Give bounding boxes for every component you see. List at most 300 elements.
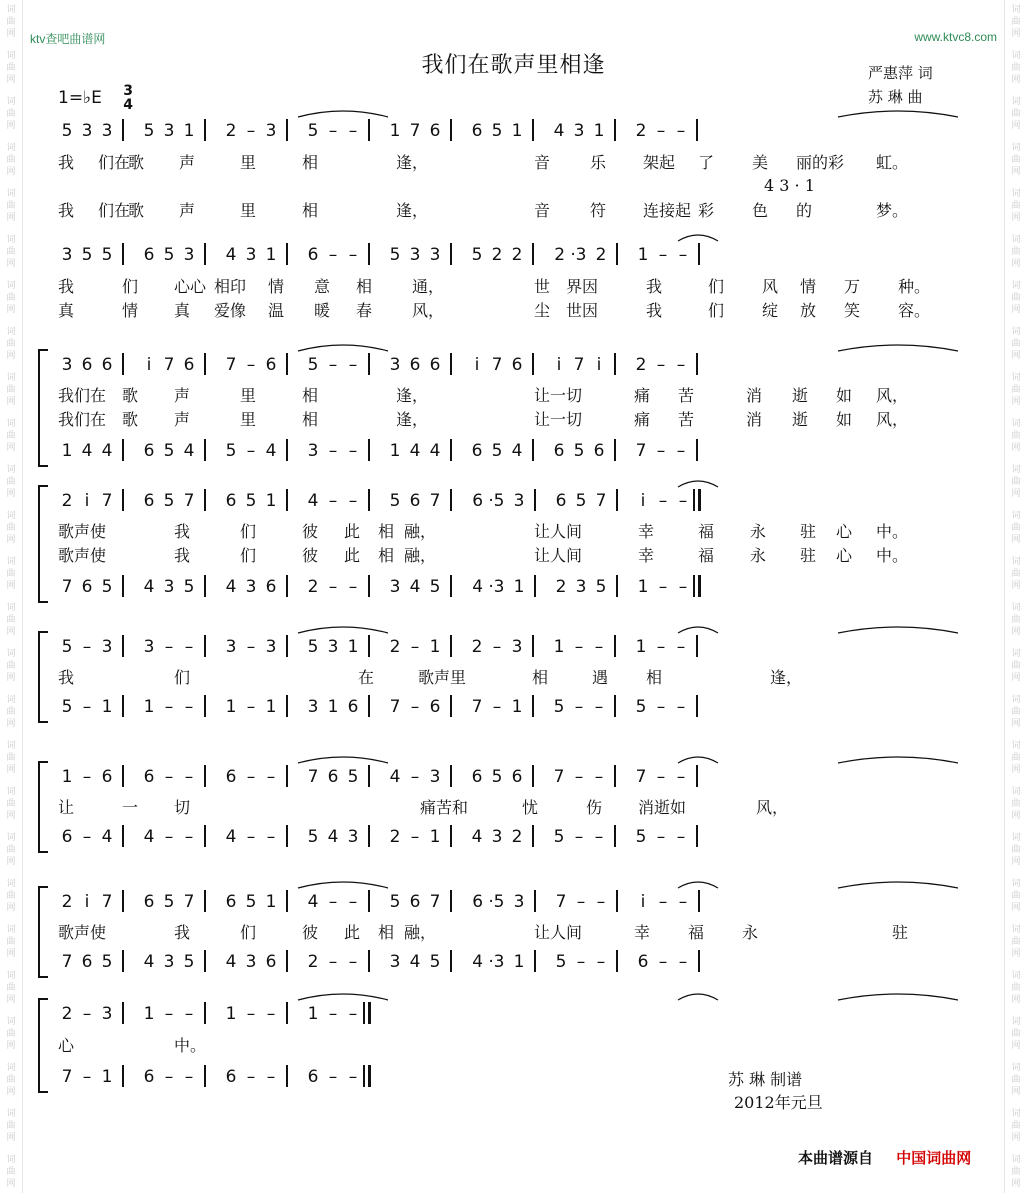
note: 6 <box>409 355 421 375</box>
barline <box>204 575 206 597</box>
watermark-text: 词 曲 网 <box>6 465 16 499</box>
dash-extend: – <box>348 245 358 265</box>
lyric-word: 苦 <box>678 410 695 429</box>
slur-arc <box>298 111 388 117</box>
note: 6 <box>225 491 237 511</box>
watermark-text: 词 曲 网 <box>1011 511 1021 545</box>
dash-extend: – <box>164 637 174 657</box>
note: 6 <box>471 441 483 461</box>
note: 1 <box>513 577 525 597</box>
lyric-word: 我们在 <box>58 410 107 429</box>
note: 4 <box>265 441 277 461</box>
time-bottom: 4 <box>123 97 133 113</box>
dash-extend: – <box>348 355 358 375</box>
note: 4 <box>511 441 523 461</box>
notation-row <box>58 697 970 715</box>
lyric-word: 们 <box>708 301 725 320</box>
watermark-text: 词 曲 网 <box>1011 879 1021 913</box>
note: 2 <box>307 952 319 972</box>
slur-arc <box>298 627 388 633</box>
lyric-word: 们 <box>240 923 257 942</box>
lyric-word: 消逝如 <box>638 798 687 817</box>
lyric-word: 里 <box>240 153 257 172</box>
watermark-text: 词 曲 网 <box>1011 833 1021 867</box>
dash-extend: – <box>656 697 666 717</box>
note: i <box>556 355 562 375</box>
note: 5 <box>493 892 505 912</box>
lyric-word: 在 <box>358 668 375 687</box>
note: 2 <box>555 577 567 597</box>
lyric-word: 我 <box>646 301 663 320</box>
dash-extend: – <box>658 577 668 597</box>
note: 4 <box>225 827 237 847</box>
lyric-word: 声 <box>174 410 191 429</box>
note: i <box>474 355 480 375</box>
note: 4 <box>327 827 339 847</box>
dash-extend: – <box>678 577 688 597</box>
note: 7 <box>183 491 195 511</box>
lyric-word: 逢， <box>396 410 429 429</box>
watermark-text: 词 曲 网 <box>1011 557 1021 591</box>
note: 6 · <box>472 491 494 511</box>
barline <box>286 575 288 597</box>
lyric-word: 容。 <box>898 301 931 320</box>
lyric-word: 永 <box>750 546 767 565</box>
lyric-word: 驻 <box>800 522 817 541</box>
lyric-word: 虹。 <box>876 153 909 172</box>
note: 2 <box>635 355 647 375</box>
note: 5 <box>389 892 401 912</box>
lyric-word: 痛 <box>634 410 651 429</box>
lyric-word: 相 <box>302 410 319 429</box>
lyric-word: 彼 <box>302 923 319 942</box>
slur-arc <box>298 345 388 351</box>
lyric-word: 们 <box>240 522 257 541</box>
note: 3 <box>511 637 523 657</box>
note: 7 <box>183 892 195 912</box>
note: 5 <box>101 952 113 972</box>
lyric-word: 中。 <box>174 1036 207 1055</box>
note: 7 <box>61 577 73 597</box>
lyric-word: 春 <box>356 301 373 320</box>
lyric-word: 丽的彩 <box>796 153 845 172</box>
barline <box>532 439 534 461</box>
note: 5 <box>61 121 73 141</box>
note: 6 <box>327 767 339 787</box>
lyric-word: 符 <box>590 201 607 220</box>
barline <box>698 950 700 972</box>
note: 4 <box>409 441 421 461</box>
dash-extend: – <box>348 577 358 597</box>
dash-extend: – <box>246 441 256 461</box>
note: 1 <box>389 121 401 141</box>
note: 3 <box>245 245 257 265</box>
barline <box>122 635 124 657</box>
barline <box>286 489 288 511</box>
lyric-word: 幸 <box>638 522 655 541</box>
watermark-text: 词 曲 网 <box>6 143 16 177</box>
lyric-word: 心 <box>58 1036 75 1055</box>
barline <box>286 765 288 787</box>
note: 2 <box>511 827 523 847</box>
dash-extend: – <box>594 637 604 657</box>
watermark-text: 词 曲 网 <box>6 327 16 361</box>
key-label: 1=♭E <box>58 88 102 108</box>
lyric-word: 风， <box>412 301 445 320</box>
notation-row <box>58 355 970 373</box>
lyric-word: 的 <box>796 201 813 220</box>
lyric-word: 我 <box>58 277 75 296</box>
note: 3 <box>101 637 113 657</box>
barline <box>122 489 124 511</box>
lyric-word: 彩 <box>698 201 715 220</box>
note: 3 <box>307 441 319 461</box>
watermark-text: 词 曲 网 <box>6 833 16 867</box>
lyric-word: 情 <box>122 301 139 320</box>
note: 3 <box>265 637 277 657</box>
lyric-word: 暖 <box>314 301 331 320</box>
lyric-line <box>58 543 970 563</box>
time-top: 3 <box>123 83 133 99</box>
note: 6 <box>143 892 155 912</box>
lyric-word: 永 <box>750 522 767 541</box>
note: 1 <box>511 697 523 717</box>
notation-row <box>58 441 970 459</box>
lyric-word: 心 <box>836 546 853 565</box>
watermark-text: 词 曲 网 <box>6 281 16 315</box>
dash-extend: – <box>328 1067 338 1087</box>
dash-extend: – <box>676 637 686 657</box>
barline <box>286 353 288 375</box>
dash-extend: – <box>678 245 688 265</box>
watermark-text: 词 曲 网 <box>1011 1017 1021 1051</box>
note: 7 <box>101 491 113 511</box>
note: 5 <box>307 637 319 657</box>
lyric-word: 笑 <box>844 301 861 320</box>
watermark-text: 词 曲 网 <box>1011 603 1021 637</box>
barline <box>450 765 452 787</box>
lyric-line <box>58 665 970 685</box>
slur-arc <box>838 994 958 1000</box>
watermark-text: 词 曲 网 <box>6 5 16 39</box>
note: 6 <box>101 767 113 787</box>
note: 5 <box>245 491 257 511</box>
note: 2 <box>307 577 319 597</box>
watermark-text: 词 曲 网 <box>1011 1063 1021 1097</box>
lyric-word: 我 <box>174 522 191 541</box>
note: 6 <box>511 355 523 375</box>
barline <box>696 695 698 717</box>
barline <box>534 950 536 972</box>
lyric-word: 世因 <box>566 301 599 320</box>
note: 3 <box>163 121 175 141</box>
dash-extend: – <box>82 1004 92 1024</box>
watermark-text: 词 曲 网 <box>6 603 16 637</box>
lyric-word: 伤 <box>586 798 603 817</box>
lyric-word: 此 <box>344 546 361 565</box>
note: 5 <box>491 441 503 461</box>
staff-bracket <box>38 349 48 467</box>
barline <box>368 353 370 375</box>
lyric-word: 心 <box>836 522 853 541</box>
lyric-word: 痛 <box>634 386 651 405</box>
notation-maker: 苏 琳 制谱 <box>728 1070 803 1089</box>
watermark-text: 词 曲 网 <box>6 1017 16 1051</box>
barline <box>286 243 288 265</box>
watermark-text: 词 曲 网 <box>6 925 16 959</box>
watermark-text: 词 曲 网 <box>1011 5 1021 39</box>
lyric-word: 尘 <box>534 301 551 320</box>
note: 1 <box>637 245 649 265</box>
note: 5 <box>491 121 503 141</box>
note: 5 <box>555 952 567 972</box>
note: 3 <box>225 637 237 657</box>
note: 5 <box>163 491 175 511</box>
barline <box>614 765 616 787</box>
note: 5 <box>307 355 319 375</box>
lyric-word: 歌声使 <box>58 522 107 541</box>
lyric-word: 忧 <box>522 798 539 817</box>
watermark-text: 词 曲 网 <box>6 419 16 453</box>
note: 5 <box>575 491 587 511</box>
note: 6 <box>429 121 441 141</box>
lyric-word: 种。 <box>898 277 931 296</box>
note: 3 <box>265 121 277 141</box>
watermark-text: 词 曲 网 <box>6 649 16 683</box>
lyric-word: 乐 <box>590 153 607 172</box>
note: 5 <box>635 697 647 717</box>
final-barline <box>698 489 701 511</box>
lyric-word: 此 <box>344 923 361 942</box>
slur-arc <box>678 757 718 763</box>
lyric-word: 相 <box>378 522 395 541</box>
lyric-word: 我 <box>174 923 191 942</box>
barline <box>614 695 616 717</box>
lyric-word: 融， <box>404 923 437 942</box>
dash-extend: – <box>184 1004 194 1024</box>
barline <box>696 635 698 657</box>
note: 5 <box>307 827 319 847</box>
watermark-text: 词 曲 网 <box>1011 741 1021 775</box>
dash-extend: – <box>266 767 276 787</box>
watermark-text: 词 曲 网 <box>6 97 16 131</box>
lyric-word: 让一切 <box>534 410 583 429</box>
note: 6 <box>143 245 155 265</box>
lyric-word: 让一切 <box>534 386 583 405</box>
note: 5 <box>471 245 483 265</box>
dash-extend: – <box>678 491 688 511</box>
barline <box>696 439 698 461</box>
note: 7 <box>635 441 647 461</box>
note: 7 <box>635 767 647 787</box>
dash-extend: – <box>656 355 666 375</box>
lyric-word: 我 <box>58 153 75 172</box>
lyric-word: 逝 <box>792 386 809 405</box>
note: 5 <box>225 441 237 461</box>
note: 2 <box>511 245 523 265</box>
lyric-word: 融， <box>404 546 437 565</box>
lyric-word: 相 <box>378 923 395 942</box>
barline <box>122 353 124 375</box>
note: 1 <box>429 637 441 657</box>
note: 3 <box>491 827 503 847</box>
note: 5 <box>553 827 565 847</box>
dash-extend: – <box>164 827 174 847</box>
lyric-word: 我们在 <box>58 386 107 405</box>
note: 3 <box>493 577 505 597</box>
lyric-word: 我 <box>646 277 663 296</box>
note: 7 <box>491 355 503 375</box>
barline <box>204 890 206 912</box>
dash-extend: – <box>348 1067 358 1087</box>
lyric-word: 痛苦和 <box>420 798 469 817</box>
dash-extend: – <box>164 767 174 787</box>
barline <box>204 489 206 511</box>
watermark-text: 词 曲 网 <box>1011 649 1021 683</box>
note: 3 <box>409 245 421 265</box>
dash-extend: – <box>266 1067 276 1087</box>
note: 3 <box>513 491 525 511</box>
watermark-text: 词 曲 网 <box>1011 97 1021 131</box>
lyric-line <box>58 274 970 294</box>
barline <box>122 243 124 265</box>
note: 6 <box>409 491 421 511</box>
note: 4 <box>81 441 93 461</box>
note: 6 <box>81 577 93 597</box>
dash-extend: – <box>328 121 338 141</box>
notation-row <box>58 952 970 970</box>
lyric-word: 一 <box>122 798 139 817</box>
note: 7 <box>429 491 441 511</box>
lyric-word: 歌 <box>128 153 145 172</box>
note: 3 <box>61 355 73 375</box>
note: 1 <box>265 892 277 912</box>
lyric-word: 如 <box>836 410 853 429</box>
lyric-word: 消 <box>746 410 763 429</box>
note: 3 <box>575 245 587 265</box>
barline <box>450 439 452 461</box>
lyric-word: 驻 <box>800 546 817 565</box>
dash-extend: – <box>594 697 604 717</box>
lyric-word: 逝 <box>792 410 809 429</box>
barline <box>614 119 616 141</box>
note: 5 <box>429 577 441 597</box>
notation-row <box>58 892 970 910</box>
lyric-word: 界因 <box>566 277 599 296</box>
note: i <box>146 355 152 375</box>
dash-extend: – <box>594 767 604 787</box>
note: 3 <box>573 121 585 141</box>
barline <box>122 1065 124 1087</box>
dash-extend: – <box>348 441 358 461</box>
source-site-link[interactable]: 中国词曲网 <box>896 1149 972 1167</box>
barline <box>532 635 534 657</box>
note: 4 · <box>472 577 494 597</box>
slur-arc <box>838 882 958 888</box>
note: 5 <box>61 637 73 657</box>
dash-extend: – <box>246 827 256 847</box>
note: 4 <box>471 827 483 847</box>
final-barline <box>368 1002 371 1024</box>
notation-row <box>58 827 970 845</box>
note: 4 <box>143 827 155 847</box>
slur-arc <box>678 627 718 633</box>
barline <box>368 119 370 141</box>
slur-arc <box>298 882 388 888</box>
lyric-line <box>58 407 970 427</box>
barline <box>450 119 452 141</box>
barline <box>122 119 124 141</box>
note: 6 <box>81 355 93 375</box>
note: 4 <box>225 952 237 972</box>
lyric-word: 相 <box>302 201 319 220</box>
barline <box>532 765 534 787</box>
site-url-right: www.ktvc8.com <box>914 30 997 44</box>
barline <box>286 695 288 717</box>
watermark-text: 词 曲 网 <box>1011 327 1021 361</box>
note: 4 <box>389 767 401 787</box>
watermark-text: 词 曲 网 <box>1011 925 1021 959</box>
dash-extend: – <box>82 637 92 657</box>
note: 1 <box>143 1004 155 1024</box>
note: 6 <box>637 952 649 972</box>
dash-extend: – <box>348 121 358 141</box>
note: 5 <box>491 767 503 787</box>
note: 5 <box>493 491 505 511</box>
note: 3 <box>143 637 155 657</box>
slur-arc <box>298 994 388 1000</box>
note: 6 <box>429 697 441 717</box>
barline <box>204 695 206 717</box>
note: 1 <box>265 491 277 511</box>
notation-row <box>58 491 970 509</box>
dash-extend: – <box>596 952 606 972</box>
lyric-word: 情 <box>800 277 817 296</box>
note: 6 <box>143 491 155 511</box>
barline <box>368 825 370 847</box>
lyric-word: 歌 <box>128 201 145 220</box>
lyric-word: 中。 <box>876 546 909 565</box>
dash-extend: – <box>574 697 584 717</box>
source-label: 本曲谱源自 <box>798 1149 874 1167</box>
dash-extend: – <box>266 1004 276 1024</box>
slur-arc <box>838 757 958 763</box>
barline <box>368 243 370 265</box>
lyric-line <box>58 519 970 539</box>
note: 1 <box>513 952 525 972</box>
lyric-word: 连接起 <box>643 201 692 220</box>
note: 6 <box>347 697 359 717</box>
note: 7 <box>553 767 565 787</box>
lyric-word: 风 <box>762 277 779 296</box>
note: 6 <box>511 767 523 787</box>
barline <box>286 825 288 847</box>
watermark-text: 词 曲 网 <box>6 695 16 729</box>
dash-extend: – <box>576 892 586 912</box>
note: 1 <box>637 577 649 597</box>
lyric-word: 爱像 <box>214 301 247 320</box>
lyric-word: 心心 <box>174 277 207 296</box>
note: 1 <box>593 121 605 141</box>
watermark-text: 词 曲 网 <box>6 787 16 821</box>
lyric-word: 让 <box>58 798 75 817</box>
lyric-word: 们 <box>708 277 725 296</box>
notation-row <box>58 121 970 139</box>
dash-extend: – <box>676 697 686 717</box>
lyric-word: 里 <box>240 410 257 429</box>
lyric-word: 梦。 <box>876 201 909 220</box>
dash-extend: – <box>658 245 668 265</box>
